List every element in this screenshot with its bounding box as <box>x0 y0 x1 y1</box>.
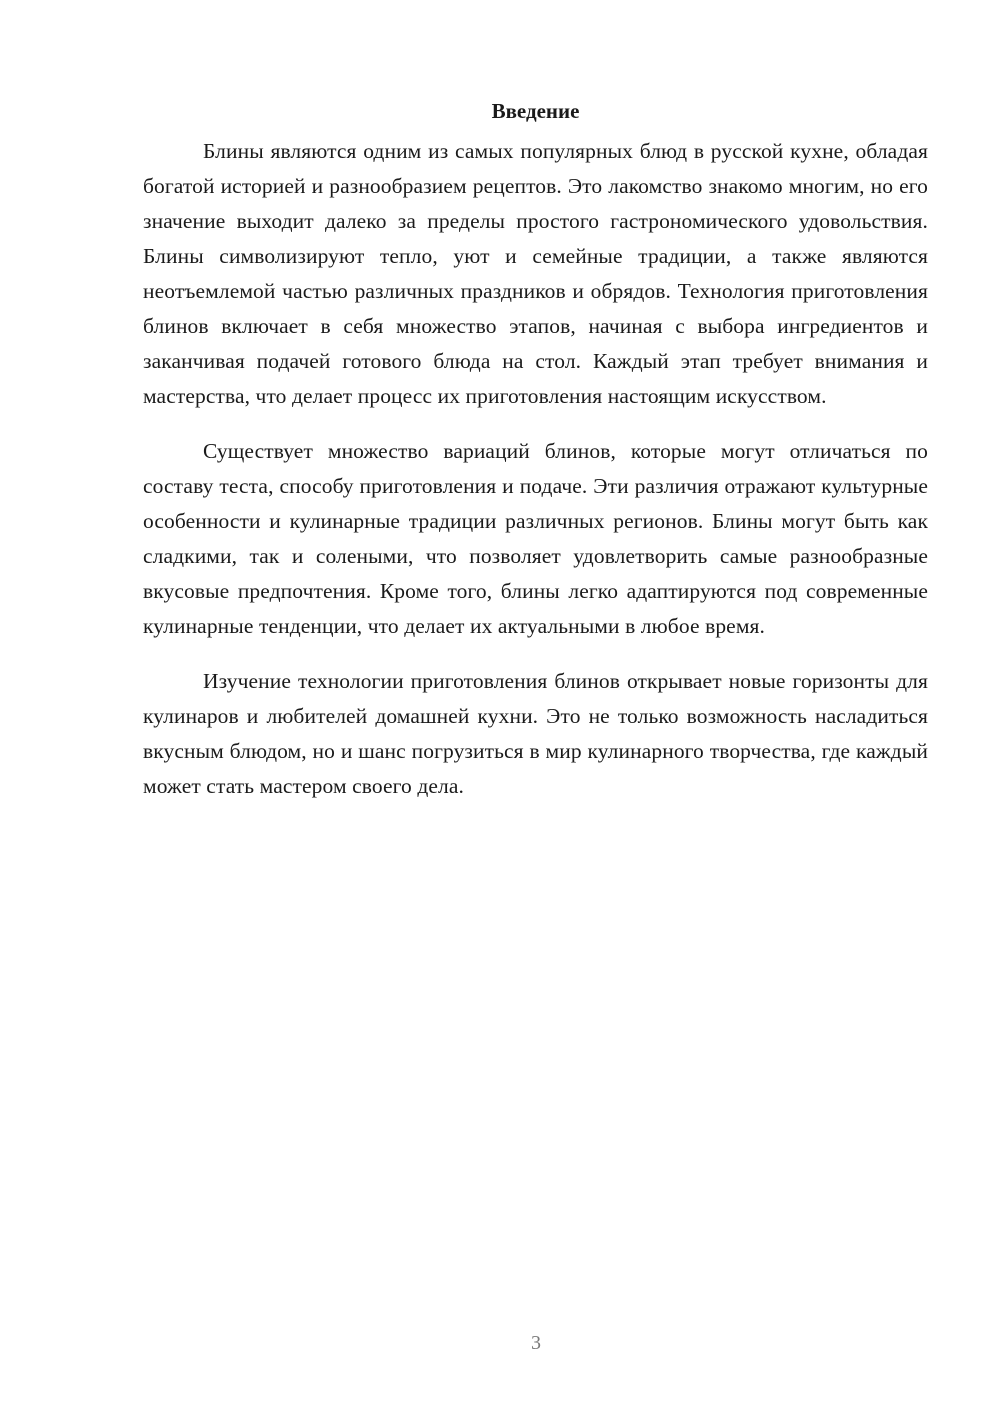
section-title: Введение <box>491 99 580 123</box>
page-number: 3 <box>531 1332 541 1354</box>
paragraph-2: Существует множество вариаций блинов, которые могут отличаться по составу теста, способу приготовления и подаче. Эти различия отражают культурные особенности и кулинарные традиции различных регионов. Блины могут быть как сладкими, так и солеными, что позволяет удовлетворить самые разнообразные вкусовые предпочтения. Кроме того, блины легко адаптируются под современные кулинарные тенденции, что делает их актуальными в любое время. <box>143 439 928 638</box>
document-body <box>143 96 928 824</box>
paragraph-1: Блины являются одним из самых популярных блюд в русской кухне, обладая богатой историей и разнообразием рецептов. Это лакомство знакомо многим, но его значение выходит далеко за пределы простого гастрономического удовольствия. Блины символизируют тепло, уют и семейные традиции, а также являются неотъемлемой частью различных праздников и обрядов. Технология приготовления блинов включает в себя множество этапов, начиная с выбора ингредиентов и заканчивая подачей готового блюда на стол. Каждый этап требует внимания и мастерства, что делает процесс их приготовления настоящим искусством. <box>143 139 928 408</box>
paragraph-3: Изучение технологии приготовления блинов открывает новые горизонты для кулинаров и любителей домашней кухни. Это не только возможность насладиться вкусным блюдом, но и шанс погрузиться в мир кулинарного творчества, где каждый может стать мастером своего дела. <box>143 669 928 798</box>
